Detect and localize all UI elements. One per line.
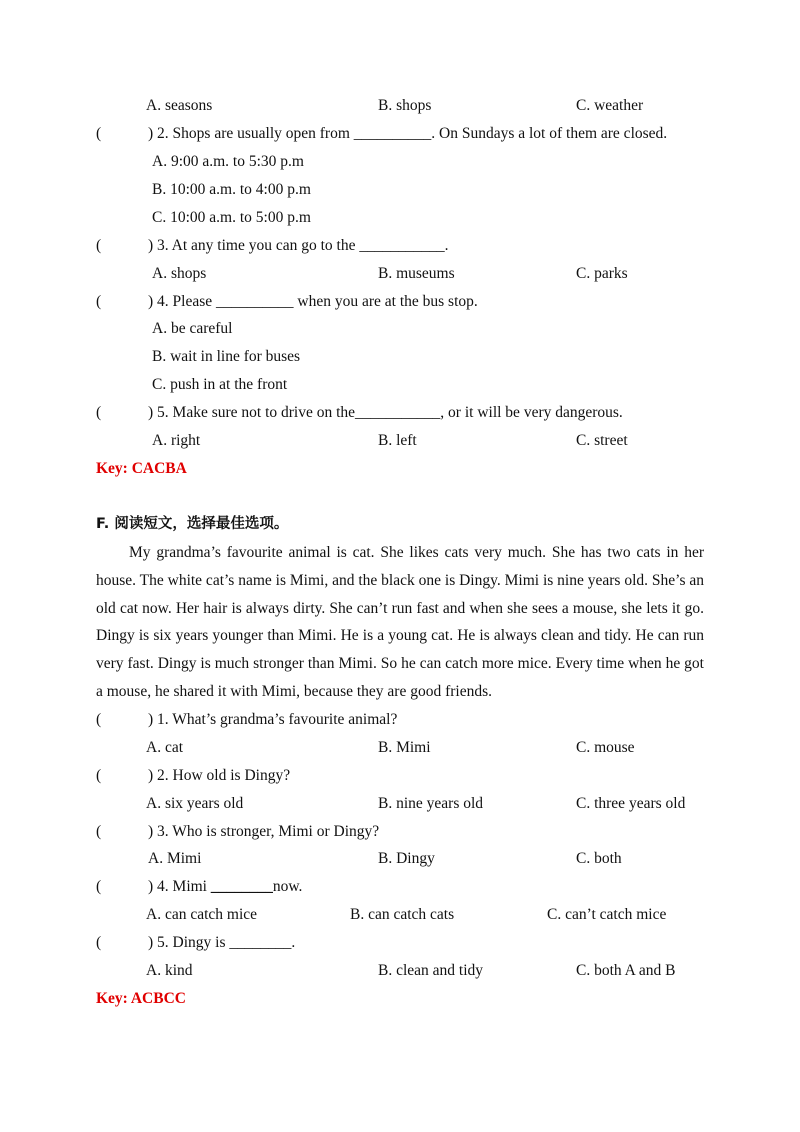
f-q1-option-b: B. Mimi bbox=[378, 739, 431, 756]
f-q1-question: ) 1. What’s grandma’s favourite animal? bbox=[148, 711, 398, 728]
f-q2-option-b: B. nine years old bbox=[378, 795, 484, 812]
e-q4-question: ) 4. Please __________ when you are at the bus stop. bbox=[148, 293, 478, 310]
f-q4-option-c: C. can’t catch mice bbox=[547, 906, 667, 923]
f-q4-text-after: now. bbox=[272, 878, 303, 895]
e-q2-option-a: A. 9:00 a.m. to 5:30 p.m bbox=[152, 153, 304, 170]
e-q2-option-b: B. 10:00 a.m. to 4:00 p.m bbox=[152, 181, 311, 198]
f-q5-paren: ( bbox=[96, 934, 102, 951]
e-q5-option-a: A. right bbox=[152, 432, 201, 449]
f-q3-option-b: B. Dingy bbox=[378, 850, 435, 867]
e-q5-question: ) 5. Make sure not to drive on the___________, or it will be very dangerous. bbox=[148, 404, 623, 421]
f-q5-option-c: C. both A and B bbox=[576, 962, 676, 979]
e-q2-option-c: C. 10:00 a.m. to 5:00 p.m bbox=[152, 209, 311, 226]
f-q5-question: ) 5. Dingy is ________. bbox=[148, 934, 296, 951]
f-q3-option-c: C. both bbox=[576, 850, 622, 867]
f-q2-paren: ( bbox=[96, 767, 102, 784]
f-q2-option-a: A. six years old bbox=[146, 795, 244, 812]
f-q5-option-b: B. clean and tidy bbox=[378, 962, 484, 979]
e-q4-option-a: A. be careful bbox=[152, 320, 233, 337]
f-q2-question: ) 2. How old is Dingy? bbox=[148, 767, 291, 784]
e-q3-question: ) 3. At any time you can go to the ___________. bbox=[148, 237, 449, 254]
f-q4-text-before: ) 4. Mimi bbox=[148, 878, 211, 895]
f-reading-passage: My grandma’s favourite animal is cat. She likes cats very much. She has two cats in her house. The white cat’s name is Mimi, and the black one is Dingy. Mimi is nine years old. She’s an old cat now. Her hair is always dirty. She can’t run fast and when she sees a mouse, she lets it go. Dingy is six years younger than Mimi. He is a young cat. He is always clean and tidy. He can run very fast. Dingy is much stronger than Mimi. So he can catch more mice. Every time when he got a mouse, he shared it with Mimi, because they are good friends. bbox=[96, 544, 704, 700]
e-q4-option-c: C. push in at the front bbox=[152, 376, 288, 393]
f-q3-option-a: A. Mimi bbox=[148, 850, 202, 867]
e-q1-option-c: C. weather bbox=[576, 97, 644, 114]
f-q2-option-c: C. three years old bbox=[576, 795, 686, 812]
e-q3-option-a: A. shops bbox=[152, 265, 207, 282]
e-q2-question: ) 2. Shops are usually open from __________. On Sundays a lot of them are closed. bbox=[148, 125, 668, 142]
f-q4-option-a: A. can catch mice bbox=[146, 906, 258, 923]
e-q5-paren: ( bbox=[96, 404, 102, 421]
e-q3-option-c: C. parks bbox=[576, 265, 628, 282]
e-q2-paren: ( bbox=[96, 125, 102, 142]
e-q4-paren: ( bbox=[96, 293, 102, 310]
f-q4-blank: ________ bbox=[210, 878, 273, 895]
f-q1-option-c: C. mouse bbox=[576, 739, 635, 756]
f-q1-option-a: A. cat bbox=[146, 739, 184, 756]
e-q3-option-b: B. museums bbox=[378, 265, 455, 282]
f-q4-paren: ( bbox=[96, 878, 102, 895]
e-q3-paren: ( bbox=[96, 237, 102, 254]
f-q4-option-b: B. can catch cats bbox=[350, 906, 455, 923]
f-q4-question bbox=[148, 877, 302, 897]
e-q4-option-b: B. wait in line for buses bbox=[152, 348, 301, 365]
f-q1-paren: ( bbox=[96, 711, 102, 728]
e-q5-option-b: B. left bbox=[378, 432, 417, 449]
e-q1-option-a: A. seasons bbox=[146, 97, 213, 114]
e-q5-option-c: C. street bbox=[576, 432, 628, 449]
e-q1-option-b: B. shops bbox=[378, 97, 432, 114]
f-answer-key: Key: ACBCC bbox=[96, 990, 186, 1007]
f-q3-paren: ( bbox=[96, 823, 102, 840]
f-q5-option-a: A. kind bbox=[146, 962, 193, 979]
f-q3-question: ) 3. Who is stronger, Mimi or Dingy? bbox=[148, 823, 380, 840]
f-section-heading: F. 阅读短文，选择最佳选项。 bbox=[96, 516, 289, 532]
e-answer-key: Key: CACBA bbox=[96, 460, 187, 477]
